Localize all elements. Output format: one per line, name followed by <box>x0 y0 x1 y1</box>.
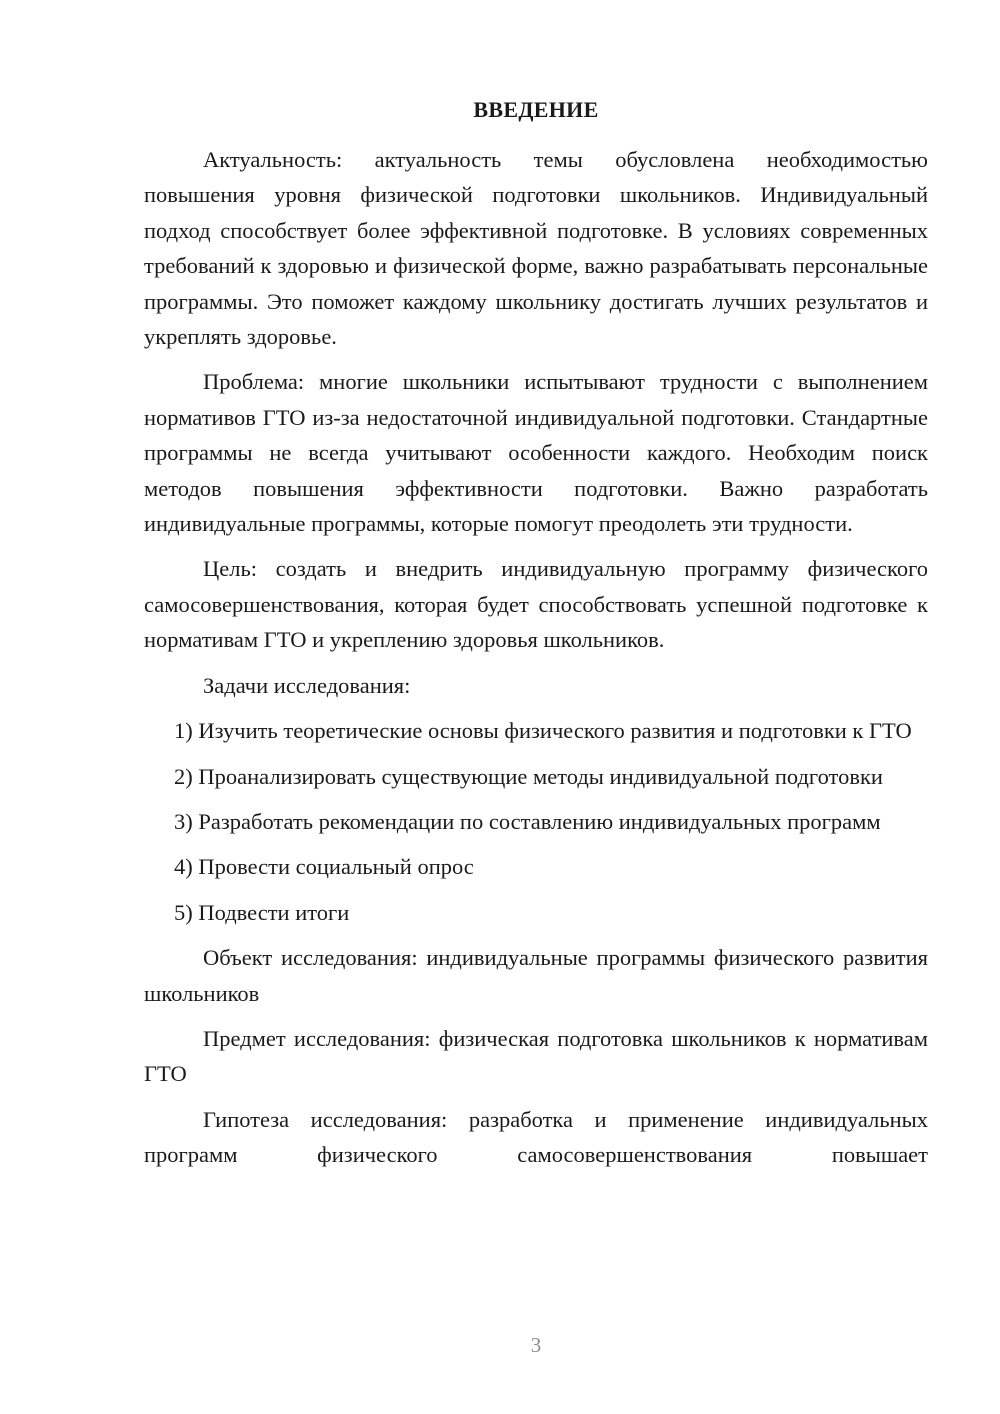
task-item-2: 2) Проанализировать существующие методы индивидуальной подготовки <box>174 763 883 789</box>
task-item-1: 1) Изучить теоретические основы физического развития и подготовки к ГТО <box>174 718 912 744</box>
page-title: ВВЕДЕНИЕ <box>473 97 599 122</box>
task-item-4: 4) Провести социальный опрос <box>174 854 474 880</box>
paragraph-goal: Цель: создать и внедрить индивидуальную программу физического самосовершенствования, которая будет способствовать успешной подготовке к нормативам ГТО и укреплению здоровья школьников. <box>144 556 928 653</box>
tasks-heading: Задачи исследования: <box>203 672 411 698</box>
task-item-3: 3) Разработать рекомендации по составлению индивидуальных программ <box>174 808 881 834</box>
paragraph-subject: Предмет исследования: физическая подготовка школьников к нормативам ГТО <box>144 1025 928 1087</box>
paragraph-relevance: Актуальность: актуальность темы обусловлена необходимостью повышения уровня физической подготовки школьников. Индивидуальный подход способствует более эффективной подготовке. В условиях современных требований к здоровью и физической форме, важно разрабатывать персональные программы. Это поможет каждому школьнику достигать лучших результатов и укреплять здоровье. <box>144 147 928 350</box>
task-item-5: 5) Подвести итоги <box>174 899 350 925</box>
document-body <box>144 142 928 1173</box>
paragraph-problem: Проблема: многие школьники испытывают трудности с выполнением нормативов ГТО из-за недостаточной индивидуальной подготовки. Стандартные программы не всегда учитывают особенности каждого. Необходим поиск методов повышения эффективности подготовки. Важно разработать индивидуальные программы, которые помогут преодолеть эти трудности. <box>144 369 928 537</box>
paragraph-object: Объект исследования: индивидуальные программы физического развития школьников <box>144 945 928 1006</box>
paragraph-hypothesis: Гипотеза исследования: разработка и применение индивидуальных программ физического самосовершенствования повышает <box>144 1106 928 1168</box>
page-number: 3 <box>530 1333 542 1357</box>
